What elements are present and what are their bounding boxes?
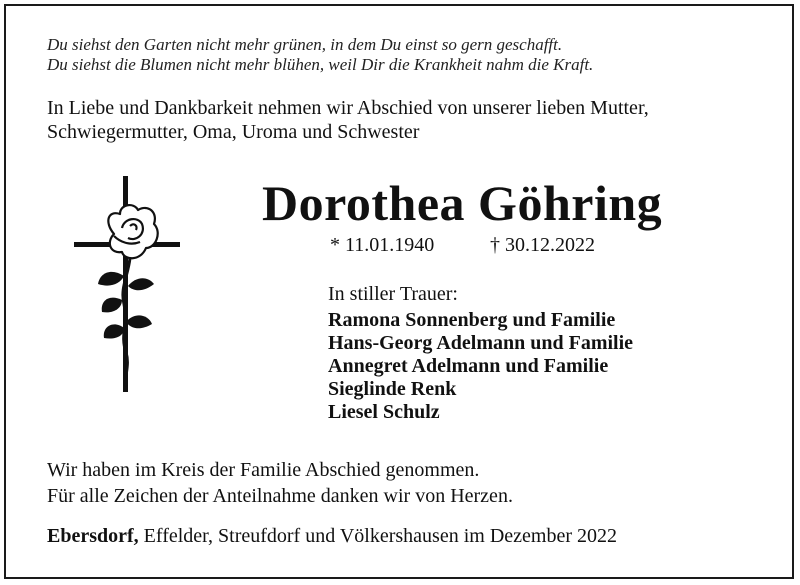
death-date: † 30.12.2022: [490, 234, 595, 256]
mourner-name: Liesel Schulz: [328, 401, 440, 423]
cross-with-rose-icon: [74, 176, 180, 392]
place-and-date: [47, 524, 617, 548]
mourner-name: Sieglinde Renk: [328, 378, 457, 400]
mourning-label: In stiller Trauer:: [328, 283, 458, 305]
poem: [47, 35, 593, 75]
place-rest: Effelder, Streufdorf und Völkershausen im Dezember 2022: [138, 525, 617, 547]
birth-date: * 11.01.1940: [330, 234, 435, 256]
closing-line-1: Wir haben im Kreis der Familie Abschied genommen.: [47, 459, 480, 481]
intro-text: [47, 96, 649, 144]
closing-line-2: Für alle Zeichen der Anteilnahme danken wir von Herzen.: [47, 485, 513, 507]
place-primary: Ebersdorf,: [47, 525, 139, 547]
poem-line-2: Du siehst die Blumen nicht mehr blühen, weil Dir die Krankheit nahm die Kraft.: [47, 55, 594, 74]
mourners-list: [328, 309, 633, 424]
intro-line-1: In Liebe und Dankbarkeit nehmen wir Abschied von unserer lieben Mutter,: [47, 97, 649, 119]
mourner-name: Ramona Sonnenberg und Familie: [328, 309, 616, 331]
intro-line-2: Schwiegermutter, Oma, Uroma und Schwester: [47, 121, 420, 143]
deceased-name: Dorothea Göhring: [262, 175, 663, 231]
poem-line-1: Du siehst den Garten nicht mehr grünen, in dem Du einst so gern geschafft.: [47, 35, 563, 54]
mourner-name: Hans-Georg Adelmann und Familie: [328, 332, 634, 354]
closing-text: [47, 457, 513, 509]
mourner-name: Annegret Adelmann und Familie: [328, 355, 609, 377]
